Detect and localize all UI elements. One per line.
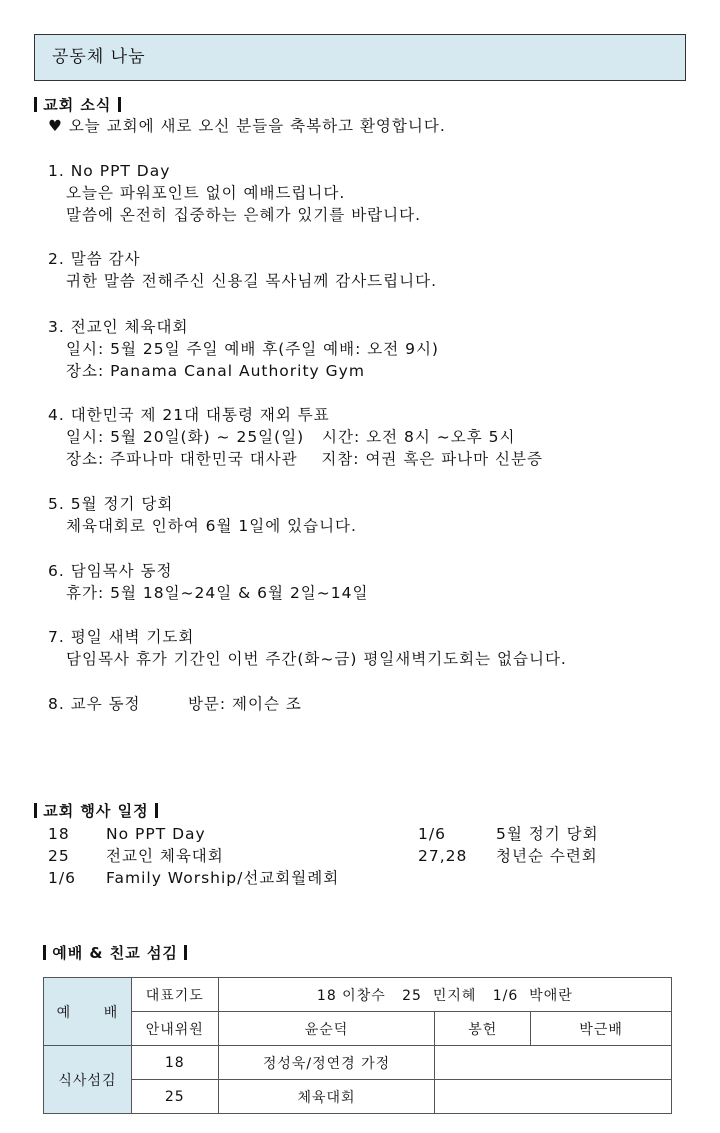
news-item-line: 체육대회로 인하여 6월 1일에 있습니다. [66,517,357,535]
page-title: 공동체 나눔 [34,34,686,81]
table-row [44,1046,672,1080]
offering-value: 박근배 [531,1012,672,1046]
schedule-heading-text: 교회 행사 일정 [43,802,149,820]
news-item-title: 3. 전교인 체육대회 [48,318,189,336]
news-item-title: 1. No PPT Day [48,162,171,180]
news-item-line: 귀한 말씀 전해주신 신용길 목사님께 감사드립니다. [66,272,437,290]
schedule-date: 1/6 [48,869,76,887]
offering-label: 봉헌 [435,1012,531,1046]
news-item-title: 7. 평일 새벽 기도회 [48,628,195,646]
schedule-date: 1/6 [418,825,446,843]
news-item-title: 8. 교우 동정 방문: 제이슨 조 [48,695,302,713]
schedule-date: 18 [48,825,70,843]
meal-date: 25 [131,1080,218,1114]
schedule-heading [34,800,158,821]
service-heading [43,942,187,963]
news-item-title: 2. 말씀 감사 [48,250,141,268]
schedule-date: 27,28 [418,847,468,865]
service-table [43,977,672,1114]
table-row [44,978,672,1012]
heading-bar-left [34,803,37,818]
worship-label: 예 배 [44,978,132,1046]
schedule-date: 25 [48,847,70,865]
news-item-title: 6. 담임목사 동정 [48,562,173,580]
news-item-line: 담임목사 휴가 기간인 이번 주간(화~금) 평일새벽기도회는 없습니다. [66,650,567,668]
meal-value: 정성욱/정연경 가정 [218,1046,435,1080]
meal-label: 식사섬김 [44,1046,132,1114]
news-item-line: 휴가: 5월 18일~24일 & 6월 2일~14일 [66,584,369,602]
news-item-title: 5. 5월 정기 당회 [48,495,174,513]
news-item-line: 장소: 주파나마 대한민국 대사관 지참: 여권 혹은 파나마 신분증 [66,450,543,468]
prayer-label: 대표기도 [131,978,218,1012]
heading-bar-right [118,97,121,112]
schedule-event: 전교인 체육대회 [106,847,224,865]
empty-cell [435,1080,672,1114]
meal-date: 18 [131,1046,218,1080]
empty-cell [435,1046,672,1080]
usher-label: 안내위원 [131,1012,218,1046]
news-item-line: 말씀에 온전히 집중하는 은혜가 있기를 바랍니다. [66,206,422,224]
schedule-event: 청년순 수련회 [496,847,598,865]
news-item-line: 오늘은 파워포인트 없이 예배드립니다. [66,184,346,202]
news-item-line: 장소: Panama Canal Authority Gym [66,362,365,380]
schedule-event: Family Worship/선교회월례회 [106,869,340,887]
heading-bar-left [43,945,46,960]
news-heading-text: 교회 소식 [43,96,112,114]
news-item-line: 일시: 5월 25일 주일 예배 후(주일 예배: 오전 9시) [66,340,439,358]
schedule-event: 5월 정기 당회 [496,825,599,843]
news-item-line: 일시: 5월 20일(화) ~ 25일(일) 시간: 오전 8시 ~오후 5시 [66,428,516,446]
table-row [44,1012,672,1046]
welcome-text: ♥ 오늘 교회에 새로 오신 분들을 축복하고 환영합니다. [48,117,446,135]
service-heading-text: 예배 & 친교 섬김 [52,944,178,962]
meal-value: 체육대회 [218,1080,435,1114]
table-row [44,1080,672,1114]
prayer-value: 18 이창수 25 민지혜 1/6 박애란 [218,978,671,1012]
heading-bar-left [34,97,37,112]
heading-bar-right [155,803,158,818]
news-item-title: 4. 대한민국 제 21대 대통령 재외 투표 [48,406,330,424]
heading-bar-right [184,945,187,960]
news-heading [34,94,121,115]
schedule-event: No PPT Day [106,825,206,843]
usher-value: 윤순덕 [218,1012,435,1046]
